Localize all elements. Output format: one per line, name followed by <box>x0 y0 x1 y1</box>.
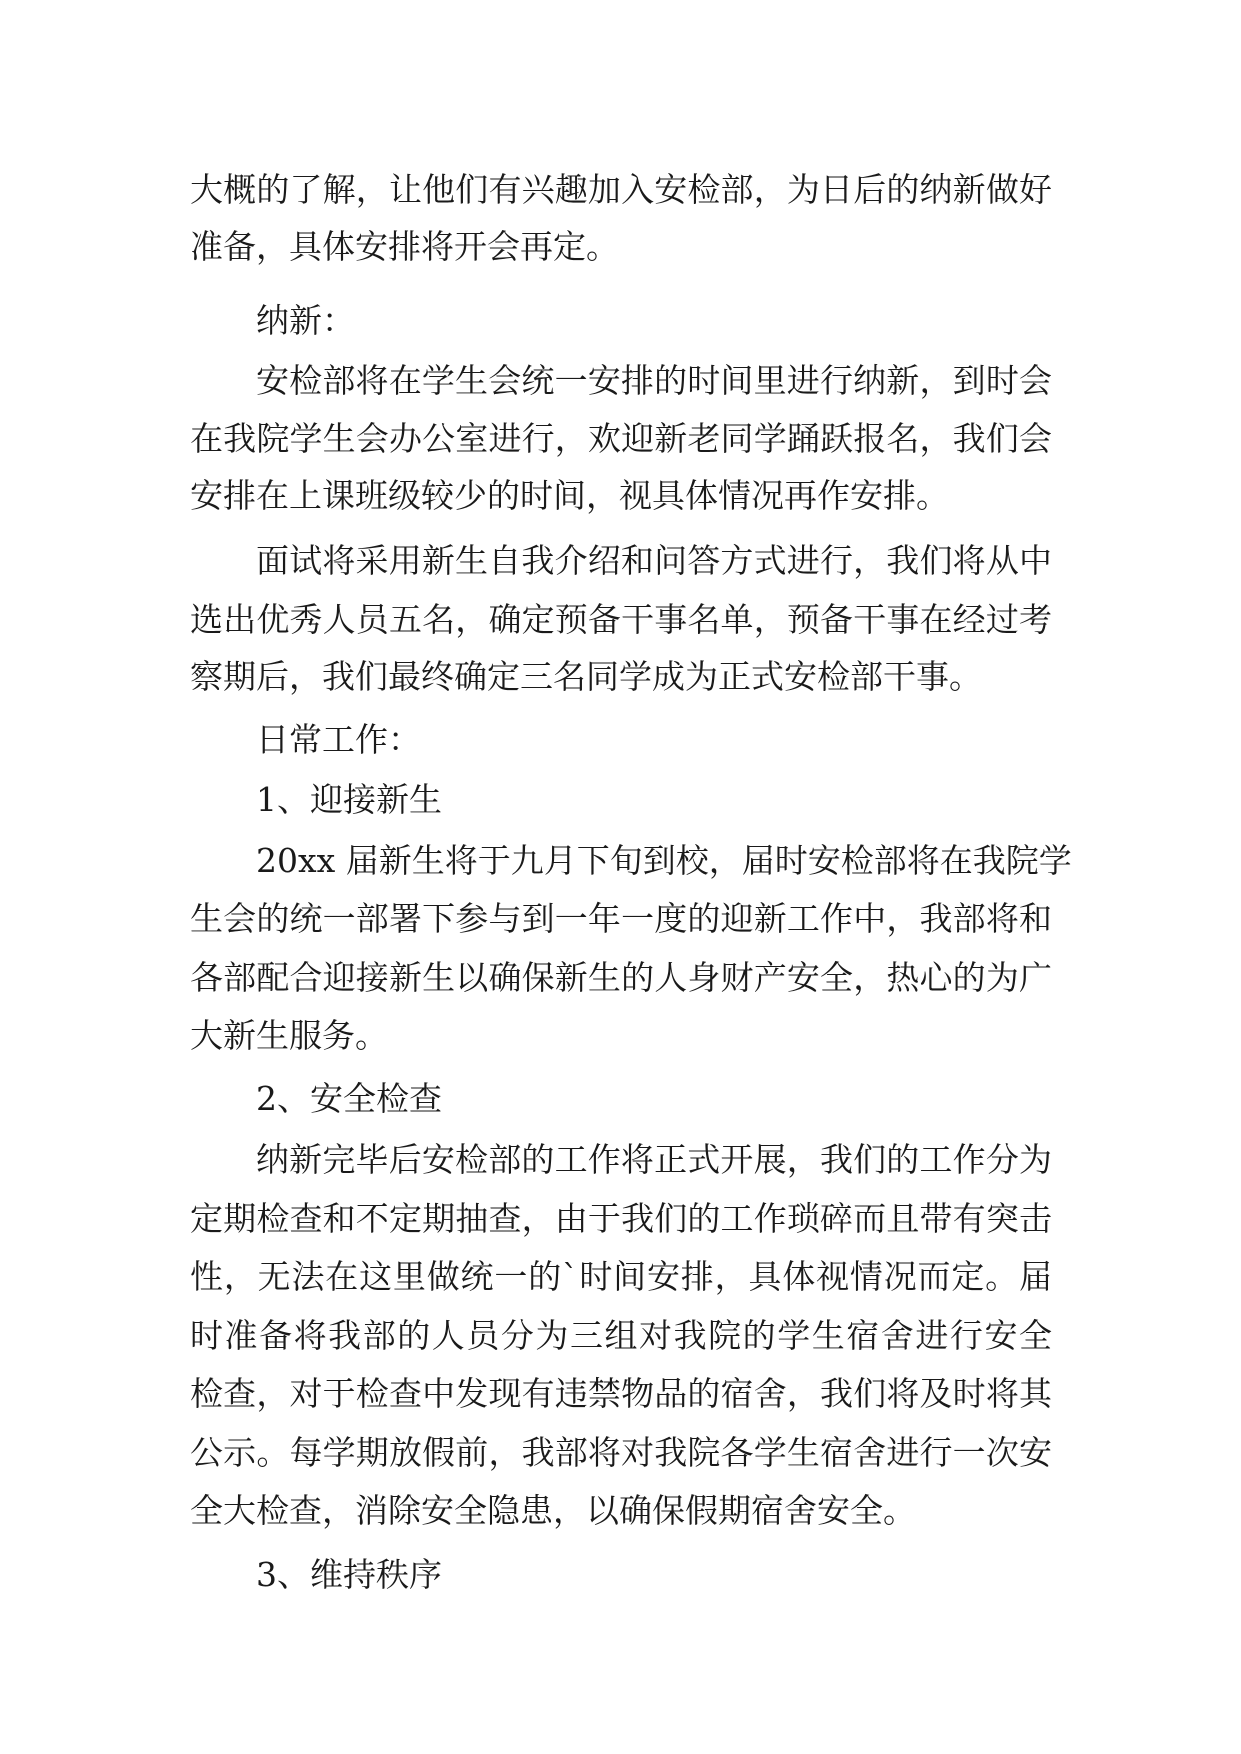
section-heading: 纳新： <box>256 301 355 340</box>
text-line: 准备，具体安排将开会再定。 <box>190 227 619 266</box>
section-heading: 日常工作： <box>256 720 421 759</box>
text-line: 大新生服务。 <box>190 1016 388 1055</box>
text-line: 时准备将我部的人员分为三组对我院的学生宿舍进行安全 <box>190 1316 1052 1355</box>
text-line: 在我院学生会办公室进行，欢迎新老同学踊跃报名，我们会 <box>190 419 1052 458</box>
text-line: 生会的统一部署下参与到一年一度的迎新工作中，我部将和 <box>190 899 1052 938</box>
subsection-heading: 2、安全检查 <box>256 1079 442 1118</box>
text-line: 选出优秀人员五名，确定预备干事名单，预备干事在经过考 <box>190 600 1052 639</box>
text-line: 全大检查，消除安全隐患，以确保假期宿舍安全。 <box>190 1491 916 1530</box>
text-line: 安排在上课班级较少的时间，视具体情况再作安排。 <box>190 476 949 515</box>
text-line: 各部配合迎接新生以确保新生的人身财产安全，热心的为广 <box>190 958 1052 997</box>
text-line: 察期后，我们最终确定三名同学成为正式安检部干事。 <box>190 657 982 696</box>
text-line: 纳新完毕后安检部的工作将正式开展，我们的工作分为 <box>256 1140 1052 1179</box>
text-line: 20xx 届新生将于九月下旬到校，届时安检部将在我院学 <box>256 841 1072 880</box>
text-line: 大概的了解，让他们有兴趣加入安检部，为日后的纳新做好 <box>190 170 1052 209</box>
subsection-heading: 1、迎接新生 <box>256 780 442 819</box>
text-line: 安检部将在学生会统一安排的时间里进行纳新，到时会 <box>256 361 1052 400</box>
text-line: 性，无法在这里做统一的`时间安排，具体视情况而定。届 <box>190 1257 1052 1296</box>
subsection-heading: 3、维持秩序 <box>256 1555 442 1594</box>
text-line: 公示。每学期放假前，我部将对我院各学生宿舍进行一次安 <box>190 1433 1052 1472</box>
text-line: 面试将采用新生自我介绍和问答方式进行，我们将从中 <box>256 541 1052 580</box>
text-line: 定期检查和不定期抽查，由于我们的工作琐碎而且带有突击 <box>190 1199 1052 1238</box>
text-line: 检查，对于检查中发现有违禁物品的宿舍，我们将及时将其 <box>190 1374 1052 1413</box>
